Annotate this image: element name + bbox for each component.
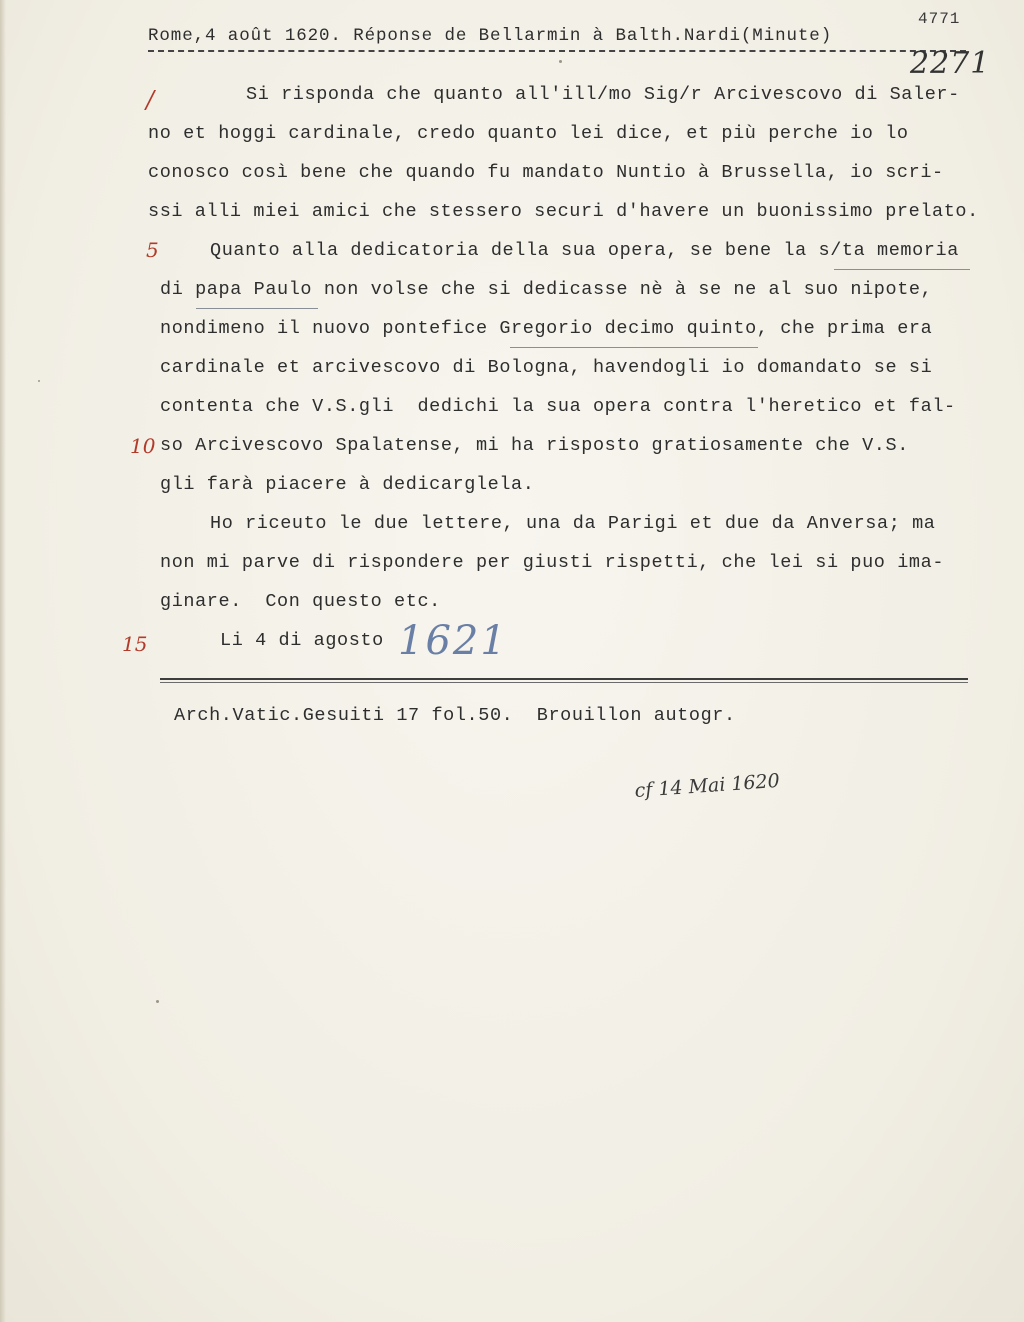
body-line-1: Si risponda che quanto all'ill/mo Sig/r Arcivescovo di Saler- bbox=[246, 84, 960, 105]
body-line-6: di papa Paulo non volse che si dedicasse nè à se ne al suo nipote, bbox=[160, 279, 933, 300]
body-line-8: cardinale et arcivescovo di Bologna, havendogli io domandato se si bbox=[160, 357, 933, 378]
margin-mark-5: 5 bbox=[146, 238, 159, 262]
pencil-underline bbox=[196, 308, 318, 309]
pencil-underline bbox=[834, 269, 970, 270]
body-line-5: Quanto alla dedicatoria della sua opera, se bene la s/ta memoria bbox=[210, 240, 959, 261]
handwritten-year: 1621 bbox=[398, 618, 508, 664]
margin-mark-10: 10 bbox=[130, 434, 156, 458]
handwritten-note: cf 14 Mai 1620 bbox=[634, 769, 781, 802]
body-line-10: so Arcivescovo Spalatense, mi ha risposto gratiosamente che V.S. bbox=[160, 435, 909, 456]
paper-speck bbox=[156, 1000, 159, 1003]
body-line-2: no et hoggi cardinale, credo quanto lei dice, et più perche io lo bbox=[148, 123, 909, 144]
footer-rule-secondary bbox=[160, 682, 968, 683]
paper-edge bbox=[0, 0, 6, 1322]
paper-speck bbox=[559, 60, 562, 63]
document-header: Rome,4 août 1620. Réponse de Bellarmin à Balth.Nardi(Minute) bbox=[148, 26, 833, 46]
header-rule bbox=[148, 50, 966, 52]
source-citation: Arch.Vatic.Gesuiti 17 fol.50. Brouillon autogr. bbox=[174, 705, 736, 726]
body-line-14: ginare. Con questo etc. bbox=[160, 591, 441, 612]
margin-mark-start: / bbox=[146, 86, 155, 114]
body-line-13: non mi parve di rispondere per giusti rispetti, che lei si puo ima- bbox=[160, 552, 945, 573]
folio-number: 4771 bbox=[918, 10, 961, 28]
body-line-7: nondimeno il nuovo pontefice Gregorio decimo quinto, che prima era bbox=[160, 318, 933, 339]
handwritten-number: 2271 bbox=[910, 46, 991, 81]
body-line-4: ssi alli miei amici che stessero securi d'havere un buonissimo prelato. bbox=[148, 201, 979, 222]
pencil-underline bbox=[510, 347, 758, 348]
margin-mark-15: 15 bbox=[122, 632, 148, 656]
footer-rule bbox=[160, 678, 968, 680]
body-line-11: gli farà piacere à dedicarglela. bbox=[160, 474, 535, 495]
body-line-3: conosco così bene che quando fu mandato Nuntio à Brussella, io scri- bbox=[148, 162, 944, 183]
body-line-9: contenta che V.S.gli dedichi la sua opera contra l'heretico et fal- bbox=[160, 396, 956, 417]
body-line-12: Ho riceuto le due lettere, una da Parigi et due da Anversa; ma bbox=[210, 513, 936, 534]
paper-speck bbox=[38, 380, 40, 382]
body-line-15: Li 4 di agosto bbox=[220, 630, 384, 651]
